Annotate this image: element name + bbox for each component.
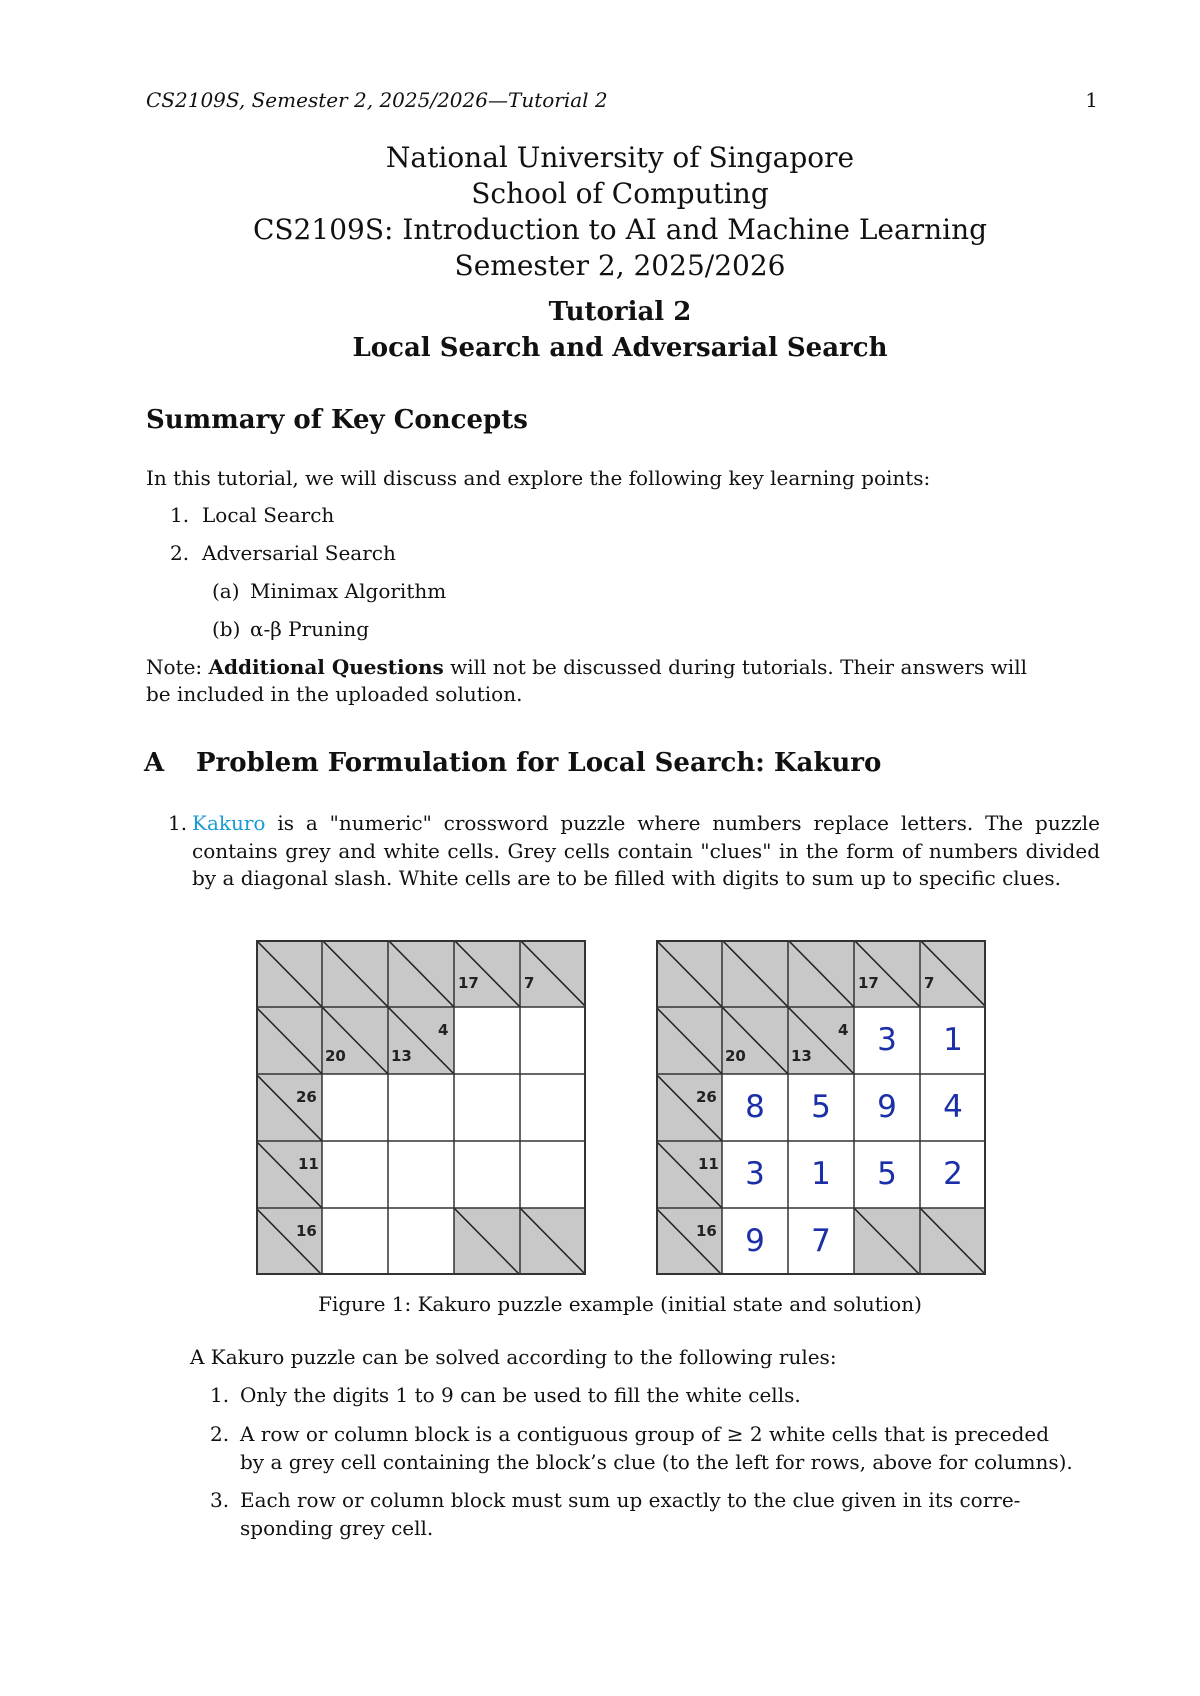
clue-down-7: 7 [524,974,535,992]
section-a-heading: A Problem Formulation for Local Search: Kakuro [144,748,882,778]
clue-across-26: 26 [696,1088,717,1106]
clue-across-26: 26 [296,1088,317,1106]
running-header [146,88,1098,118]
university-name: National University of Singapore [385,141,855,174]
clue-across-16: 16 [696,1222,717,1240]
summary-heading: Summary of Key Concepts [146,405,528,435]
question-text: is a "numeric" crossword puzzle where numbers replace letters. The puzzle contains grey and white cells. Grey cells contain "clues" in the form of numbers divided by a diagonal slash. White cells are to be filled with digits to sum up to specific clues. [192,811,1100,890]
tutorial-title: Tutorial 2 [548,297,692,327]
summary-intro: In this tutorial, we will discuss and explore the following key learning points: [146,466,931,490]
semester: Semester 2, 2025/2026 [454,249,786,282]
solution-digit: 3 [745,1156,765,1192]
solution-digit: 7 [811,1223,831,1259]
course-title: CS2109S: Introduction to AI and Machine Learning [252,213,988,246]
grid-lines [256,940,586,1275]
page-number: 1 [1085,88,1098,112]
clue-across-4: 4 [838,1021,849,1039]
rule-1: 1. Only the digits 1 to 9 can be used to fill the white cells. [210,1383,801,1407]
question-number: 1. [168,811,188,835]
solution-digit: 5 [877,1156,897,1192]
solution-digit: 1 [943,1022,963,1058]
figure-caption: Figure 1: Kakuro puzzle example (initial state and solution) [318,1292,922,1316]
kakuro-link[interactable]: Kakuro [192,811,266,835]
clue-down-20: 20 [725,1047,746,1065]
title-block [0,140,1200,366]
clue-down-20: 20 [325,1047,346,1065]
clue-across-16: 16 [296,1222,317,1240]
clue-across-11: 11 [298,1155,319,1173]
solution-digit: 4 [943,1089,963,1125]
key-point-2: 2. Adversarial Search [170,541,396,565]
solution-digit: 2 [943,1156,963,1192]
school-name: School of Computing [471,177,769,210]
solution-digit: 1 [811,1156,831,1192]
key-subpoint-b: (b) α-β Pruning [212,617,370,641]
clue-down-17: 17 [858,974,879,992]
running-title: CS2109S, Semester 2, 2025/2026—Tutorial 2 [146,88,608,112]
solution-digit: 9 [877,1089,897,1125]
clue-down-13: 13 [791,1047,812,1065]
solution-digit: 8 [745,1089,765,1125]
tutorial-topic: Local Search and Adversarial Search [352,333,888,363]
solution-digit: 9 [745,1223,765,1259]
grid-lines [656,940,986,1275]
clue-down-17: 17 [458,974,479,992]
clue-across-4: 4 [438,1021,449,1039]
solution-digit: 5 [811,1089,831,1125]
rule-2: 2. A row or column block is a contiguous group of ≥ 2 white cells that is preceded by a grey cell containing the block’s clue (to the left for rows, above for columns). [210,1422,1073,1474]
clue-across-11: 11 [698,1155,719,1173]
rule-3: 3. Each row or column block must sum up exactly to the clue given in its corre- sponding grey cell. [210,1488,1021,1540]
key-point-1: 1. Local Search [170,503,335,527]
solution-digit: 3 [877,1022,897,1058]
question-1 [168,810,1100,893]
note-bold-term: Additional Questions [208,655,444,679]
key-subpoint-a: (a) Minimax Algorithm [212,579,447,603]
note-paragraph: Note: Additional Questions will not be discussed during tutorials. Their answers will be included in the uploaded solution. [146,655,1027,706]
clue-down-13: 13 [391,1047,412,1065]
rules-intro: A Kakuro puzzle can be solved according to the following rules: [190,1345,837,1369]
clue-down-7: 7 [924,974,935,992]
